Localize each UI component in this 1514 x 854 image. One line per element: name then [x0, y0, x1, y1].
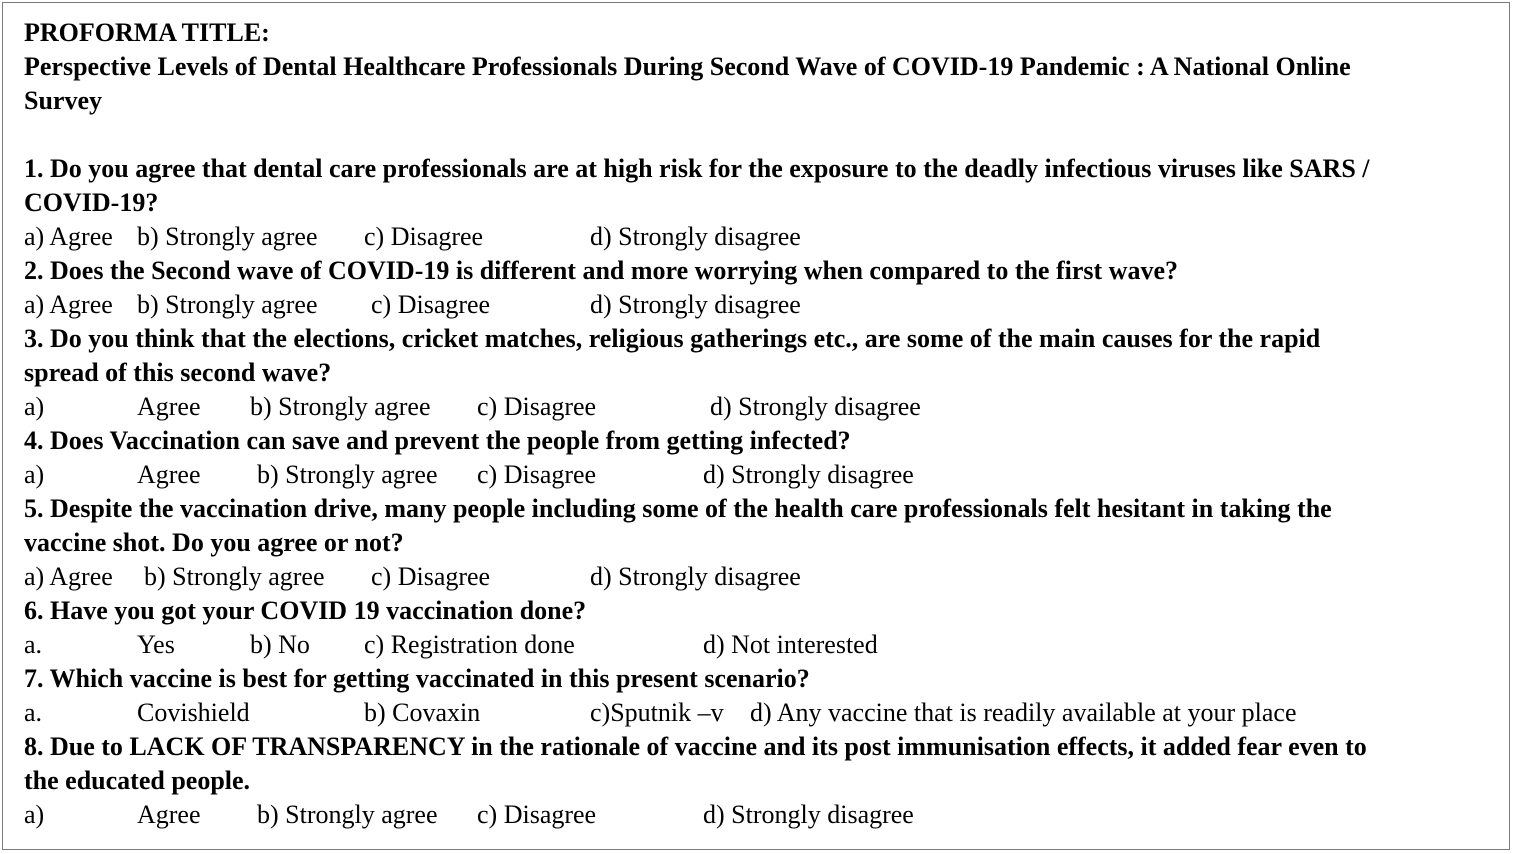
question-text: 3. Do you think that the elections, cricket matches, religious gatherings etc., are some of the main causes for the rapid — [24, 324, 1321, 353]
question-8 — [24, 730, 1494, 832]
proforma-title-line-1: Perspective Levels of Dental Healthcare Professionals During Second Wave of COVID-19 Pandemic : A National Online — [24, 52, 1351, 81]
option-d: d) Strongly disagree — [703, 460, 914, 489]
proforma-label: PROFORMA TITLE: — [24, 18, 270, 47]
option-a: Yes — [137, 630, 175, 659]
option-a: a) Agree — [24, 562, 113, 591]
option-a: Agree — [137, 800, 201, 829]
option-c: c) Disagree — [477, 460, 597, 489]
option-a: Agree — [137, 460, 201, 489]
option-c: c) Disagree — [371, 562, 491, 591]
option-d: d) Not interested — [703, 630, 878, 659]
option-a-marker: a) — [24, 460, 45, 489]
option-b: b) Strongly agree — [250, 392, 431, 421]
option-b: b) Strongly agree — [257, 800, 438, 829]
option-a: Covishield — [137, 698, 250, 727]
option-d: d) Strongly disagree — [710, 392, 921, 421]
question-7 — [24, 662, 1494, 730]
question-3 — [24, 322, 1494, 424]
option-a-marker: a) — [24, 800, 45, 829]
proforma-content — [24, 16, 1494, 832]
option-b: b) Strongly agree — [137, 290, 318, 319]
question-text: COVID-19? — [24, 188, 159, 217]
option-d: d) Strongly disagree — [590, 562, 801, 591]
question-text: 4. Does Vaccination can save and prevent the people from getting infected? — [24, 426, 851, 455]
question-5 — [24, 492, 1494, 594]
question-text: vaccine shot. Do you agree or not? — [24, 528, 404, 557]
question-text: 6. Have you got your COVID 19 vaccination done? — [24, 596, 587, 625]
question-1 — [24, 152, 1494, 254]
question-text: 7. Which vaccine is best for getting vaccinated in this present scenario? — [24, 664, 810, 693]
options-row — [24, 458, 1494, 492]
options-row — [24, 628, 1494, 662]
option-c: c) Disagree — [477, 800, 597, 829]
options-row — [24, 288, 1494, 322]
option-d: d) Strongly disagree — [590, 222, 801, 251]
options-row — [24, 560, 1494, 594]
options-row — [24, 220, 1494, 254]
option-a-marker: a. — [24, 630, 43, 659]
question-text: spread of this second wave? — [24, 358, 332, 387]
option-c: c) Disagree — [477, 392, 597, 421]
question-text: 5. Despite the vaccination drive, many people including some of the health care professionals felt hesitant in taking the — [24, 494, 1332, 523]
option-d: d) Strongly disagree — [703, 800, 914, 829]
option-c: c) Registration done — [364, 630, 575, 659]
options-row — [24, 798, 1494, 832]
question-text: 2. Does the Second wave of COVID-19 is different and more worrying when compared to the first wave? — [24, 256, 1178, 285]
question-text: 8. Due to LACK OF TRANSPARENCY in the rationale of vaccine and its post immunisation effects, it added fear even to — [24, 732, 1367, 761]
question-6 — [24, 594, 1494, 662]
spacer — [24, 118, 1494, 152]
option-b: b) Strongly agree — [257, 460, 438, 489]
question-text: 1. Do you agree that dental care professionals are at high risk for the exposure to the deadly infectious viruses like SARS / — [24, 154, 1370, 183]
options-row — [24, 390, 1494, 424]
option-a-marker: a) — [24, 392, 45, 421]
option-d: d) Any vaccine that is readily available at your place — [750, 698, 1297, 727]
question-text: the educated people. — [24, 766, 251, 795]
option-d: d) Strongly disagree — [590, 290, 801, 319]
option-a: Agree — [137, 392, 201, 421]
option-a: a) Agree — [24, 290, 113, 319]
option-b: b) Strongly agree — [144, 562, 325, 591]
option-b: b) No — [250, 630, 310, 659]
option-a: a) Agree — [24, 222, 113, 251]
question-2 — [24, 254, 1494, 322]
question-4 — [24, 424, 1494, 492]
option-c: c) Disagree — [371, 290, 491, 319]
option-b: b) Covaxin — [364, 698, 481, 727]
option-a-marker: a. — [24, 698, 43, 727]
option-c: c) Disagree — [364, 222, 484, 251]
options-row — [24, 696, 1494, 730]
option-b: b) Strongly agree — [137, 222, 318, 251]
proforma-title-line-2: Survey — [24, 86, 102, 115]
option-c: c)Sputnik –v — [590, 698, 724, 727]
